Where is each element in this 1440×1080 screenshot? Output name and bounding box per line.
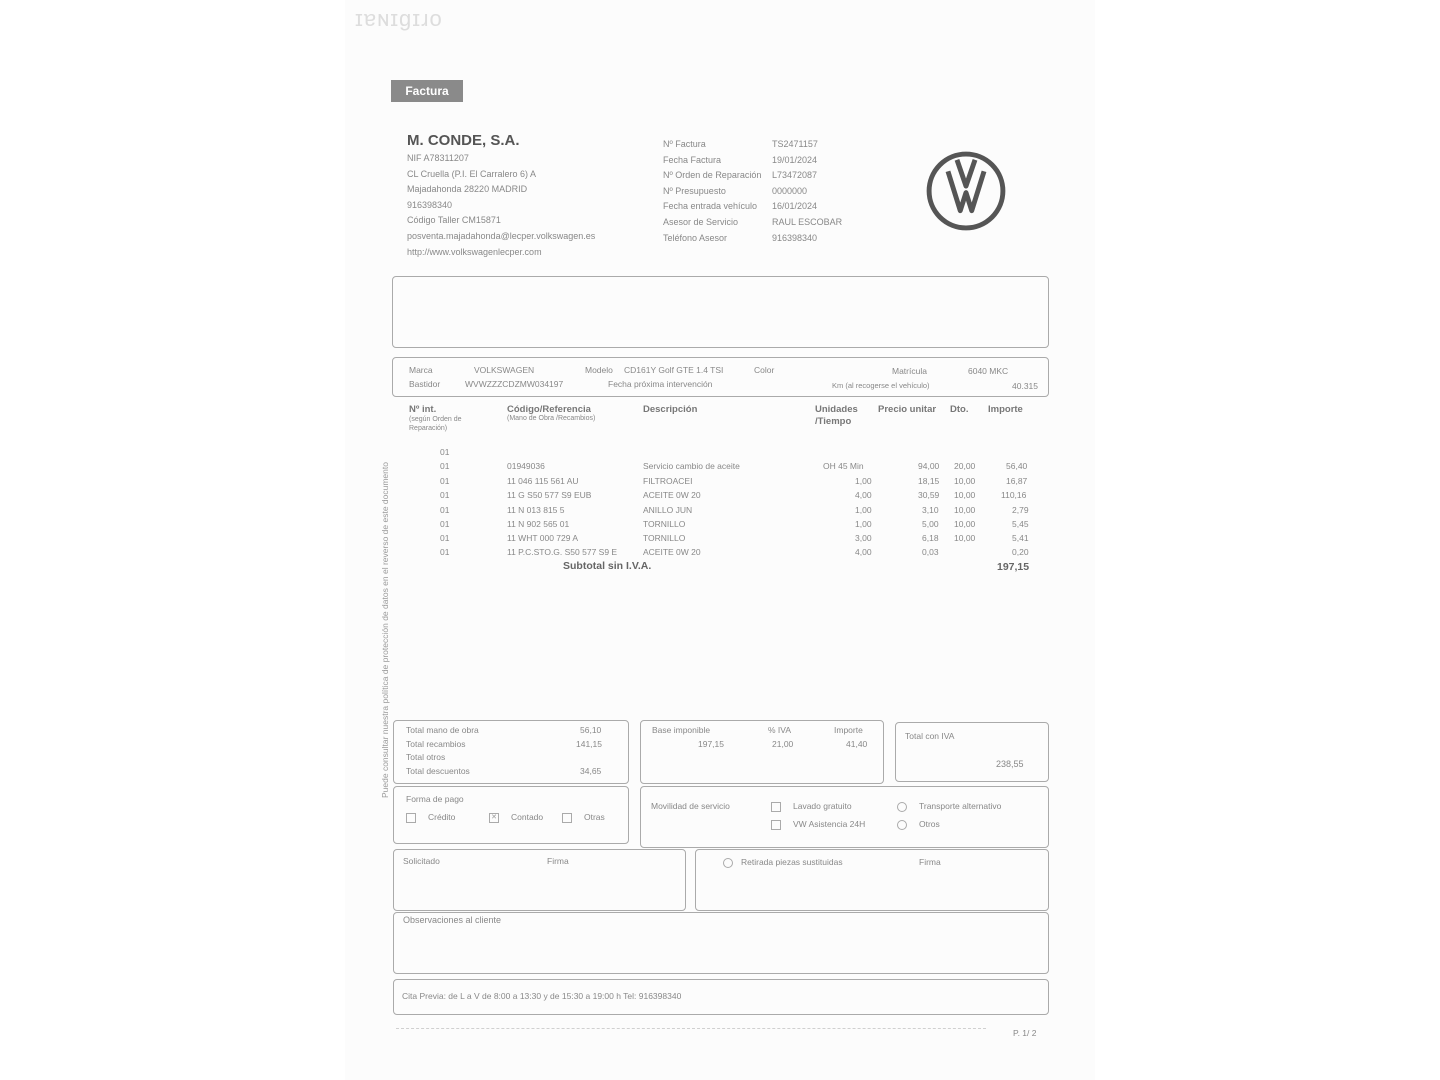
col-header-number-sub: (según Orden de Reparación) [409, 416, 462, 432]
radio-icon[interactable] [723, 858, 733, 868]
checkbox-icon[interactable] [406, 813, 416, 823]
checked-checkbox-icon[interactable]: ✕ [489, 813, 499, 823]
row-description: ACEITE 0W 20 [643, 490, 701, 500]
plate-label: Matrícula [892, 366, 927, 376]
row-number: 01 [440, 519, 450, 529]
col-header-description: Descripción [643, 404, 698, 415]
row-units: 3,00 [855, 533, 872, 543]
total-parts-value: 141,15 [576, 739, 602, 749]
total-discount-label: Total descuentos [406, 766, 470, 776]
row-description: ACEITE 0W 20 [643, 547, 701, 557]
company-name: M. CONDE, S.A. [407, 132, 520, 149]
meta-label: Nº Factura [663, 139, 706, 149]
row-units: 1,00 [855, 505, 872, 515]
vat-rate-label: % IVA [768, 725, 791, 735]
invoice-meta-labels [663, 137, 773, 246]
vin-value: WVWZZZCDZMW034197 [465, 379, 564, 389]
vehicle-info-box [392, 357, 1049, 397]
meta-label: Teléfono Asesor [663, 232, 728, 243]
data-protection-text: Puede consultar nuestra política de protección de datos en el reverso de este documento [380, 462, 390, 798]
invoice-number: TS2471157 [772, 139, 818, 149]
service-option-label: VW Asistencia 24H [793, 819, 866, 829]
radio-icon[interactable] [897, 802, 907, 812]
service-option-assistance[interactable] [771, 819, 865, 830]
footer-divider [396, 1028, 986, 1029]
checkbox-icon[interactable] [771, 820, 781, 830]
page-number: P. 1/ 2 [1013, 1028, 1037, 1038]
data-protection-note [380, 420, 390, 840]
row-discount: 10,00 [954, 505, 976, 515]
row-unit-price: 3,10 [922, 505, 939, 515]
payment-method-title: Forma de pago [406, 794, 464, 804]
parts-return-signature-label: Firma [919, 857, 941, 867]
radio-icon[interactable] [897, 820, 907, 830]
payment-option-credit[interactable] [406, 812, 455, 823]
total-parts-label: Total recambios [406, 739, 466, 749]
company-line: NIF A78311207 [407, 153, 469, 163]
meta-label: Fecha Factura [663, 154, 722, 165]
vat-rate-value: 21,00 [772, 739, 794, 749]
service-option-wash[interactable] [771, 801, 852, 812]
appointment-info: Cita Previa: de L a V de 8:00 a 13:30 y de 15:30 a 19:00 h Tel: 916398340 [402, 991, 682, 1001]
service-option-label: Lavado gratuito [793, 801, 852, 811]
meta-label: Nº Orden de Reparación [663, 170, 762, 181]
row-code: 11 WHT 000 729 A [507, 533, 579, 543]
row-discount: 20,00 [954, 461, 976, 471]
row-number: 01 [440, 476, 450, 486]
tax-base-value: 197,15 [698, 739, 724, 749]
color-label: Color [754, 365, 775, 375]
model-label: Modelo [585, 365, 613, 375]
volkswagen-logo [925, 150, 1007, 232]
invoice-date: 19/01/2024 [772, 154, 818, 165]
parts-return-option[interactable] [723, 857, 843, 868]
meta-label: Asesor de Servicio [663, 216, 739, 227]
row-unit-price: 30,59 [918, 490, 940, 500]
parts-return-label: Retirada piezas sustituidas [741, 857, 843, 867]
col-header-unit-price: Precio unitar [878, 404, 937, 415]
tax-amount-label: Importe [834, 725, 863, 735]
row-unit-price: 5,00 [922, 519, 939, 529]
row-amount: 56,40 [1006, 461, 1028, 471]
col-header-number: Nº int. [409, 404, 437, 415]
bleed-through-text: ɪɐɴɪɡɪɹo [355, 6, 443, 31]
company-website: http://www.volkswagenlecper.com [407, 246, 542, 257]
row-unit-price: 18,15 [918, 476, 940, 486]
km-value: 40.315 [1012, 381, 1038, 391]
col-header-units: Unidades /Tiempo [815, 404, 858, 427]
brand-value: VOLKSWAGEN [474, 365, 535, 375]
row-description: TORNILLO [643, 519, 686, 529]
customer-address-box [392, 276, 1049, 348]
total-other-label: Total otros [406, 752, 446, 762]
row-discount: 10,00 [954, 476, 976, 486]
checkbox-icon[interactable] [771, 802, 781, 812]
service-advisor: RAUL ESCOBAR [772, 216, 843, 227]
col-header-amount: Importe [988, 404, 1023, 415]
requested-signature-label: Firma [547, 856, 569, 866]
service-option-label: Otros [919, 819, 940, 829]
brand-label: Marca [409, 365, 433, 375]
customer-notes-label: Observaciones al cliente [403, 915, 502, 925]
row-code: 11 N 902 565 01 [507, 519, 570, 529]
row-amount: 16,87 [1006, 476, 1028, 486]
row-discount: 10,00 [954, 519, 976, 529]
row-number: 01 [440, 533, 450, 543]
row-units: 1,00 [855, 476, 872, 486]
total-labor-label: Total mano de obra [406, 725, 479, 735]
row-units: 1,00 [855, 519, 872, 529]
row-code: 11 046 115 561 AU [507, 476, 579, 486]
payment-option-label: Contado [511, 812, 544, 822]
mobility-service-title: Movilidad de servicio [651, 801, 730, 811]
checkbox-icon[interactable] [562, 813, 572, 823]
row-discount: 10,00 [954, 533, 976, 543]
mobility-service-box [640, 786, 1049, 848]
row-code: 01949036 [507, 461, 545, 471]
row-discount: 10,00 [954, 490, 976, 500]
grand-total-value: 238,55 [996, 759, 1024, 769]
company-line: Majadahonda 28220 MADRID [407, 184, 528, 195]
meta-label: Fecha entrada vehículo [663, 201, 758, 212]
row-amount: 5,45 [1012, 519, 1029, 529]
row-units: 4,00 [855, 547, 872, 557]
payment-option-other[interactable] [562, 812, 605, 823]
row-number: 01 [440, 447, 450, 457]
invoice-meta-values [772, 137, 842, 246]
plate-value: 6040 MKC [968, 366, 1009, 376]
service-option-transport[interactable] [897, 801, 1001, 812]
row-code: 11 N 013 815 5 [507, 505, 565, 515]
total-labor-value: 56,10 [580, 725, 602, 735]
row-amount: 5,41 [1012, 533, 1029, 543]
subtotal-label: Subtotal sin I.V.A. [563, 560, 652, 572]
requested-label: Solicitado [403, 856, 440, 866]
vin-label: Bastidor [409, 379, 441, 389]
row-amount: 2,79 [1012, 505, 1029, 515]
row-description: FILTROACEI [643, 476, 693, 486]
payment-option-label: Crédito [428, 812, 456, 822]
row-number: 01 [440, 505, 450, 515]
next-service-label: Fecha próxima intervención [608, 379, 713, 389]
row-unit-price: 6,18 [922, 533, 939, 543]
meta-label: Nº Presupuesto [663, 185, 726, 196]
company-line: 916398340 [407, 199, 453, 210]
row-code: 11 P.C.STO.G. S50 577 S9 E [507, 547, 618, 557]
service-option-label: Transporte alternativo [919, 801, 1002, 811]
tax-base-label: Base imponible [652, 725, 711, 735]
row-description: Servicio cambio de aceite [643, 461, 740, 471]
company-line: Código Taller CM15871 [407, 215, 501, 226]
grand-total-label: Total con IVA [905, 731, 955, 741]
company-details [407, 151, 595, 260]
subtotal-value: 197,15 [997, 561, 1030, 573]
row-unit-price: 94,00 [918, 461, 940, 471]
tax-amount-value: 41,40 [846, 739, 868, 749]
document-type-tag: Factura [391, 80, 463, 102]
service-option-other[interactable] [897, 819, 940, 830]
row-amount: 0,20 [1012, 547, 1029, 557]
payment-option-cash[interactable] [489, 812, 543, 823]
col-header-discount: Dto. [950, 404, 969, 415]
model-value: CD161Y Golf GTE 1.4 TSI [624, 365, 724, 375]
row-units: OH 45 Min [823, 461, 864, 471]
row-code: 11 G S50 577 S9 EUB [507, 490, 592, 500]
row-number: 01 [440, 461, 450, 471]
repair-order-number: L73472087 [772, 170, 818, 181]
row-amount: 110,16 [1001, 490, 1027, 500]
row-number: 01 [440, 547, 450, 557]
row-unit-price: 0,03 [922, 547, 939, 557]
col-header-code: Código/Referencia [507, 404, 591, 415]
row-number: 01 [440, 490, 450, 500]
quote-number: 0000000 [772, 185, 808, 196]
row-description: ANILLO JUN [643, 505, 693, 515]
km-label: Km (al recogerse el vehículo) [832, 381, 930, 390]
col-header-code-sub: (Mano de Obra /Recambios) [507, 415, 596, 422]
vehicle-entry-date: 16/01/2024 [772, 201, 818, 212]
total-discount-value: 34,65 [580, 766, 602, 776]
payment-option-label: Otras [584, 812, 605, 822]
row-units: 4,00 [855, 490, 872, 500]
company-line: CL Cruella (P.I. El Carralero 6) A [407, 168, 537, 179]
company-email: posventa.majadahonda@lecper.volkswagen.es [407, 230, 596, 241]
row-description: TORNILLO [643, 533, 686, 543]
advisor-phone: 916398340 [772, 232, 818, 243]
